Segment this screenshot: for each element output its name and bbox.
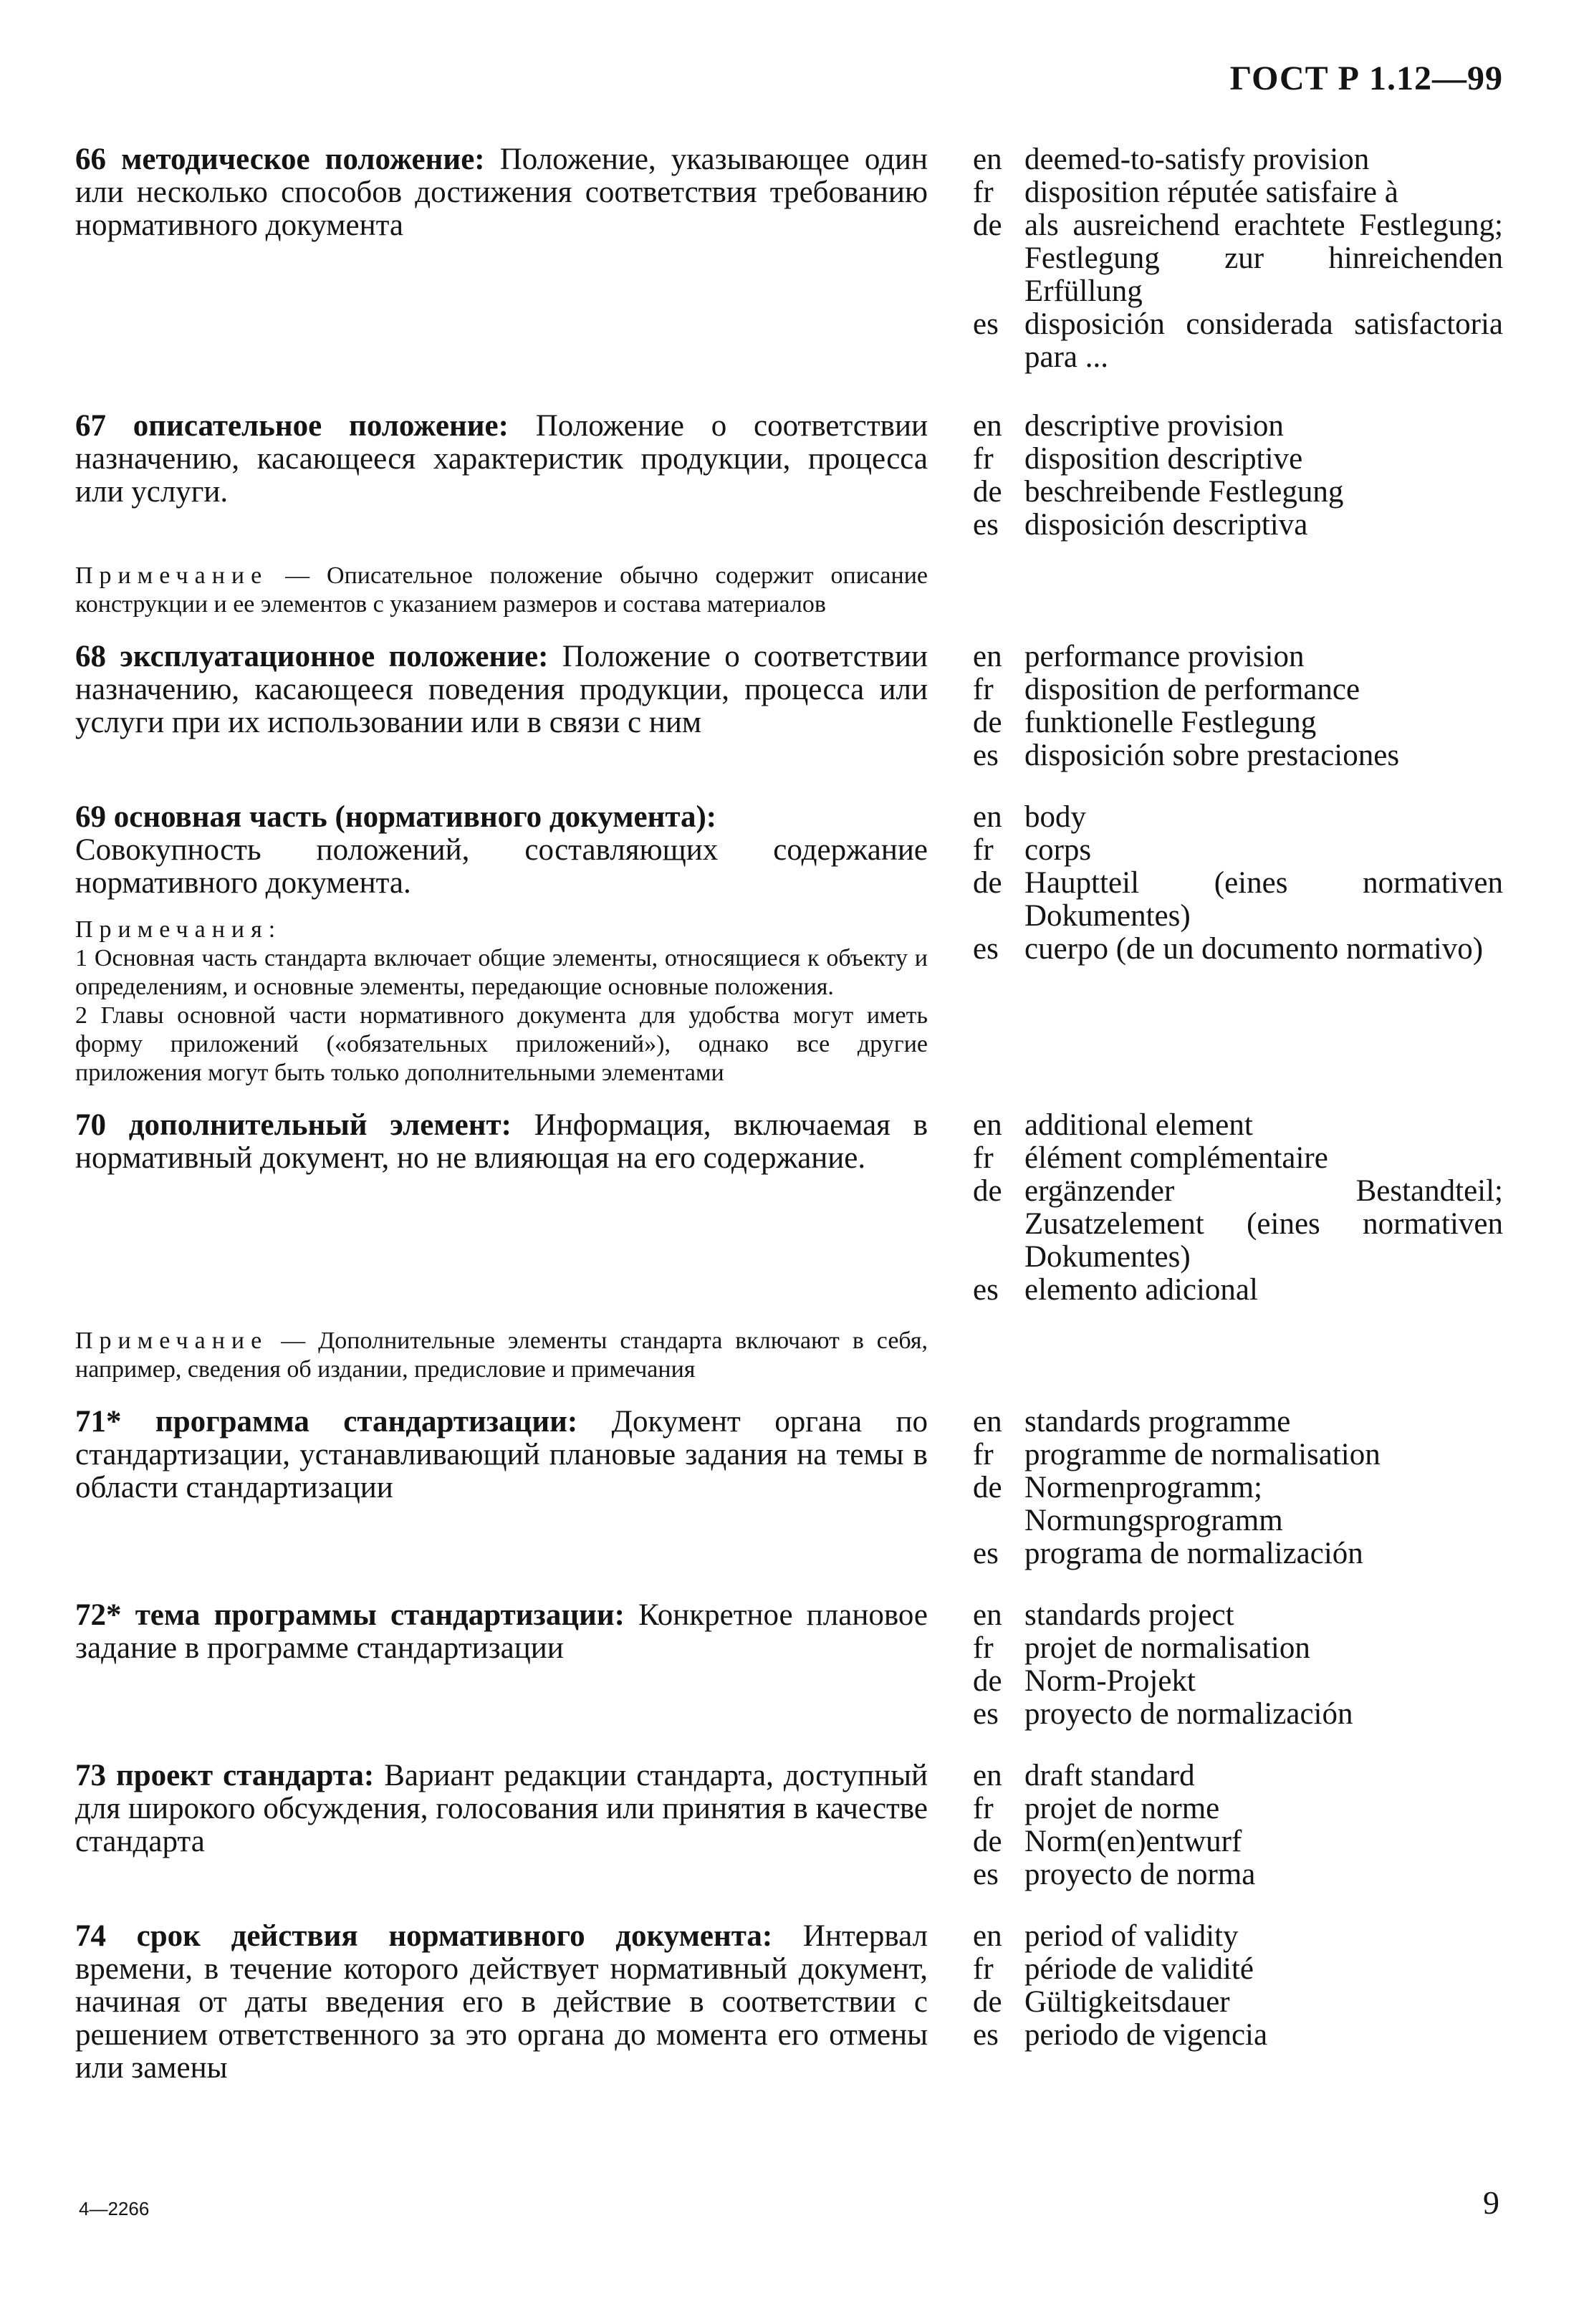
lang-code: de: [973, 1471, 1002, 1504]
translations: [973, 1759, 1503, 1891]
lang-code: de: [973, 706, 1002, 739]
page-number: 9: [1483, 2184, 1499, 2221]
lang-code: fr: [973, 176, 994, 209]
lang-code: de: [973, 1664, 1002, 1698]
term-note: [75, 562, 928, 619]
translation-text: standards project: [1024, 1598, 1234, 1632]
translation-text: beschreibende Festlegung: [1024, 475, 1344, 509]
translation-text: programme de normalisation: [1024, 1438, 1381, 1471]
term-name: 67 описательное положение:: [75, 409, 509, 443]
translations: [973, 640, 1503, 772]
lang-code: es: [973, 2018, 999, 2052]
lang-code: de: [973, 1825, 1002, 1858]
translation-row: [973, 640, 1503, 673]
term-left-column: [75, 801, 928, 1087]
term-entry-72: [75, 1599, 1503, 1731]
translation-text: elemento adicional: [1024, 1273, 1258, 1307]
translation-row: [973, 1439, 1503, 1471]
term-note: [75, 1327, 928, 1384]
term-note: [75, 916, 928, 1087]
translation-text: funktionelle Festlegung: [1024, 706, 1317, 739]
translation-text: Norm-Projekt: [1024, 1664, 1196, 1698]
translation-text: disposición descriptiva: [1024, 508, 1308, 542]
lang-code: es: [973, 307, 999, 341]
note-text: — Дополнительные элементы стандарта включают в себя, например, сведения об издании, предисловие и примечания: [75, 1327, 928, 1383]
lang-code: en: [973, 143, 1002, 176]
lang-code: es: [973, 1858, 999, 1891]
translation-text: cuerpo (de un documento normativo): [1024, 932, 1484, 966]
translation-text: corps: [1024, 833, 1092, 867]
lang-code: fr: [973, 1952, 994, 1986]
lang-code: fr: [973, 1438, 994, 1471]
term-name: 73 проект стандарта:: [75, 1759, 375, 1792]
translation-row: [973, 1698, 1503, 1731]
lang-code: es: [973, 1697, 999, 1731]
translations: [973, 410, 1503, 542]
translation-row: [973, 834, 1503, 867]
term-entry-71: [75, 1406, 1503, 1570]
translation-row: [973, 1825, 1503, 1858]
definition-text: Положение, указывающее один или несколько способов достижения соответствия требованию нормативного документа: [75, 143, 928, 242]
lang-code: en: [973, 1108, 1002, 1142]
translation-row: [973, 1858, 1503, 1891]
term-name: 69 основная часть (нормативного документа):: [75, 800, 717, 834]
translation-text: deemed-to-satisfy provision: [1024, 143, 1370, 176]
term-definition: [75, 640, 928, 772]
translations: [973, 1920, 1503, 2085]
translation-row: [973, 308, 1503, 374]
lang-code: en: [973, 1405, 1002, 1439]
definition-text: Информация, включаемая в нормативный документ, но не влияющая на его содержание.: [75, 1108, 928, 1175]
translation-text: disposición considerada satisfactoria para ...: [1024, 307, 1503, 374]
translation-text: draft standard: [1024, 1759, 1195, 1792]
definition-text: Конкретное плановое задание в программе стандартизации: [75, 1598, 928, 1665]
definition-text: Интервал времени, в течение которого действует нормативный документ, начиная от даты введения его в действие в соответствии с решением ответственного за это органа до момента его отмены или замены: [75, 1919, 928, 2085]
print-code: 4—2266: [79, 2198, 150, 2219]
translation-row: [973, 143, 1503, 176]
translation-text: projet de norme: [1024, 1792, 1220, 1825]
translation-text: disposition de performance: [1024, 673, 1360, 706]
definition-text: Положение о соответствии назначению, касающееся характеристик продукции, процесса или услуги.: [75, 409, 928, 509]
lang-code: de: [973, 475, 1002, 509]
lang-code: en: [973, 1919, 1002, 1953]
translation-row: [973, 1175, 1503, 1274]
translation-row: [973, 443, 1503, 476]
translations: [973, 143, 1503, 374]
term-name: 72* тема программы стандартизации:: [75, 1598, 625, 1632]
translation-text: performance provision: [1024, 640, 1305, 673]
translation-text: Normenprogramm; Normungsprogramm: [1024, 1471, 1283, 1537]
translation-row: [973, 1953, 1503, 1986]
lang-code: de: [973, 866, 1002, 900]
translation-row: [973, 476, 1503, 509]
translation-row: [973, 801, 1503, 834]
term-definition: [75, 1406, 928, 1570]
lang-code: fr: [973, 442, 994, 476]
lang-code: en: [973, 1759, 1002, 1792]
translation-text: disposition descriptive: [1024, 442, 1303, 476]
translation-row: [973, 509, 1503, 542]
terms-list: [75, 143, 1503, 2113]
translation-text: disposition réputée satisfaire à: [1024, 176, 1398, 209]
translation-text: als ausreichend erachtete Festlegung; Festlegung zur hinreichenden Erfüllung: [1024, 208, 1503, 308]
term-name: 66 методическое положение:: [75, 143, 485, 176]
translation-row: [973, 1792, 1503, 1825]
lang-code: fr: [973, 673, 994, 706]
translation-row: [973, 1142, 1503, 1175]
translations: [973, 1599, 1503, 1731]
translation-row: [973, 1537, 1503, 1570]
lang-code: es: [973, 508, 999, 542]
translation-row: [973, 2019, 1503, 2052]
lang-code: fr: [973, 1141, 994, 1175]
term-definition: [75, 1759, 928, 1891]
term-name: 74 срок действия нормативного документа:: [75, 1919, 773, 1953]
translation-text: body: [1024, 800, 1086, 834]
translation-text: Gültigkeitsdauer: [1024, 1985, 1230, 2019]
term-entry-73: [75, 1759, 1503, 1891]
lang-code: en: [973, 409, 1002, 443]
translation-text: programa de normalización: [1024, 1537, 1363, 1570]
note-label: Примечание: [75, 562, 269, 589]
lang-code: es: [973, 932, 999, 966]
definition-text: Положение о соответствии назначению, касающееся поведения продукции, процесса или услуги при их использовании или в связи с ним: [75, 640, 928, 739]
term-definition: [75, 143, 928, 374]
translation-row: [973, 1759, 1503, 1792]
translation-row: [973, 1920, 1503, 1953]
note-item: 1 Основная часть стандарта включает общие элементы, относящиеся к объекту и определениям, и основные элементы, передающие основные положения.: [75, 945, 928, 1000]
lang-code: en: [973, 1598, 1002, 1632]
term-entry-70: [75, 1109, 1503, 1384]
term-name: 68 эксплуатационное положение:: [75, 640, 549, 673]
term-name: 70 дополнительный элемент:: [75, 1108, 512, 1142]
translations: [973, 1406, 1503, 1570]
lang-code: fr: [973, 1631, 994, 1665]
term-entry-68: [75, 640, 1503, 772]
lang-code: de: [973, 208, 1002, 242]
term-definition: [75, 1599, 928, 1731]
translation-row: [973, 1274, 1503, 1307]
translation-row: [973, 1665, 1503, 1698]
translation-text: proyecto de normalización: [1024, 1697, 1353, 1731]
translation-row: [973, 209, 1503, 308]
term-entry-69: [75, 801, 1503, 1087]
translation-text: descriptive provision: [1024, 409, 1284, 443]
translation-text: ergänzender Bestandteil; Zusatzelement (eines normativen Dokumentes): [1024, 1174, 1503, 1274]
translations: [973, 801, 1503, 1087]
term-definition: [75, 410, 928, 542]
lang-code: de: [973, 1174, 1002, 1208]
definition-text: Вариант редакции стандарта, доступный для широкого обсуждения, голосования или принятия в качестве стандарта: [75, 1759, 928, 1858]
translation-text: période de validité: [1024, 1952, 1254, 1986]
term-entry-66: [75, 143, 1503, 374]
translation-row: [973, 1109, 1503, 1142]
translation-row: [973, 739, 1503, 772]
definition-text: Документ органа по стандартизации, устанавливающий плановые задания на темы в области стандартизации: [75, 1405, 928, 1504]
translation-row: [973, 1632, 1503, 1665]
translation-text: Hauptteil (eines normativen Dokumentes): [1024, 866, 1503, 933]
note-label: Примечание: [75, 1327, 269, 1354]
translation-row: [973, 410, 1503, 443]
term-definition: [75, 1920, 928, 2085]
translations: [973, 1109, 1503, 1307]
translation-row: [973, 1599, 1503, 1632]
note-text: — Описательное положение обычно содержит описание конструкции и ее элементов с указанием размеров и состава материалов: [75, 562, 928, 618]
translation-row: [973, 1471, 1503, 1537]
translation-row: [973, 706, 1503, 739]
lang-code: en: [973, 640, 1002, 673]
translation-row: [973, 673, 1503, 706]
lang-code: de: [973, 1985, 1002, 2019]
lang-code: es: [973, 1537, 999, 1570]
translation-text: Norm(en)entwurf: [1024, 1825, 1242, 1858]
translation-text: projet de normalisation: [1024, 1631, 1310, 1665]
translation-text: standards programme: [1024, 1405, 1291, 1439]
translation-row: [973, 867, 1503, 933]
note-item: 2 Главы основной части нормативного документа для удобства могут иметь форму приложений («обязательных приложений»), однако все другие приложения могут быть только дополнительными элементами: [75, 1002, 928, 1086]
term-definition: [75, 801, 928, 900]
definition-text: Совокупность положений, составляющих содержание нормативного документа.: [75, 833, 928, 900]
note-label: Примечания:: [75, 916, 282, 943]
term-name: 71* программа стандартизации:: [75, 1405, 578, 1439]
translation-row: [973, 933, 1503, 966]
term-entry-74: [75, 1920, 1503, 2085]
document-header: ГОСТ Р 1.12—99: [1229, 59, 1503, 97]
translation-text: additional element: [1024, 1108, 1253, 1142]
lang-code: fr: [973, 1792, 994, 1825]
lang-code: fr: [973, 833, 994, 867]
translation-row: [973, 176, 1503, 209]
term-entry-67: [75, 410, 1503, 619]
translation-text: élément complémentaire: [1024, 1141, 1328, 1175]
term-definition: [75, 1109, 928, 1307]
translation-text: disposición sobre prestaciones: [1024, 739, 1400, 772]
lang-code: en: [973, 800, 1002, 834]
translation-row: [973, 1406, 1503, 1439]
lang-code: es: [973, 1273, 999, 1307]
translation-text: periodo de vigencia: [1024, 2018, 1268, 2052]
translation-row: [973, 1986, 1503, 2019]
translation-text: proyecto de norma: [1024, 1858, 1256, 1891]
translation-text: period of validity: [1024, 1919, 1239, 1953]
lang-code: es: [973, 739, 999, 772]
